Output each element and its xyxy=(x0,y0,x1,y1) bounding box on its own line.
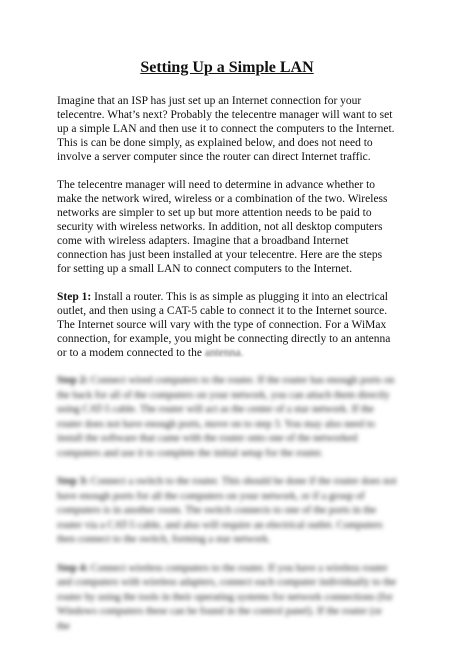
document-body xyxy=(57,58,397,648)
document-title: Setting Up a Simple LAN xyxy=(140,59,314,76)
network-planning-paragraph: The telecentre manager will need to determine in advance whether to make the network wired, wireless or a combination of the two. Wireless networks are simpler to set up but more attention needs to be paid to security with wireless networks. In addition, not all desktop computers come with wireless adapters. Imagine that a broadband Internet connection has just been installed at your telecentre. Here are the steps for setting up a small LAN to connect computers to the Internet. xyxy=(57,179,388,275)
step-4-label: Step 4: xyxy=(57,562,89,574)
step-1-label: Step 1: xyxy=(57,291,92,303)
step-3-text: Connect a switch to the router. This should be done if the router does not have enough ports for all the computers on your network, or if a group of computers is in another room. The switch connects to one of the ports in the router via a CAT-5 cable, and also will require an electrical outlet. Computers then connect to the switch, forming a star network. xyxy=(57,476,397,545)
step-2-paragraph xyxy=(57,374,397,461)
step-4-text: Connect wireless computers to the router. If you have a wireless router and computers with wireless adapters, connect each computer individually to the router by using the tools in their operating systems for network connections (for Windows computers these can be found in the control panel). If the router (or the xyxy=(57,562,397,632)
step-1-tail: antenna. xyxy=(204,347,244,359)
intro-paragraph: Imagine that an ISP has just set up an Internet connection for your telecentre. What’s next? Probably the telecentre manager will want to set up a simple LAN and then use it to connect the computers to the Internet. This is can be done simply, as explained below, and does not need to involve a server computer since the router can direct Internet traffic. xyxy=(57,95,395,163)
step-1-text: Install a router. This is as simple as plugging it into an electrical outlet, and then using a CAT-5 cable to connect it to the Internet source. The Internet source will vary with the type of connection. For a WiMax connection, for example, you might be connecting directly to an antenna or to a modem connected to the xyxy=(57,291,391,359)
step-1-paragraph xyxy=(57,290,397,360)
step-4-paragraph xyxy=(57,562,397,635)
step-3-label: Step 3: xyxy=(57,476,89,487)
step-2-text: Connect wired computers to the router. If the router has enough ports on the back for all of the computers on your network, you can attach them directly using CAT-5 cable. The router will act as the center of a star network. If the router does not have enough ports, move on to step 3. You may also need to install the software that came with the router onto one of the networked computers and use it to complete the initial setup for the router. xyxy=(57,375,395,459)
step-3-paragraph xyxy=(57,475,397,548)
step-2-label: Step 2: xyxy=(57,375,89,386)
